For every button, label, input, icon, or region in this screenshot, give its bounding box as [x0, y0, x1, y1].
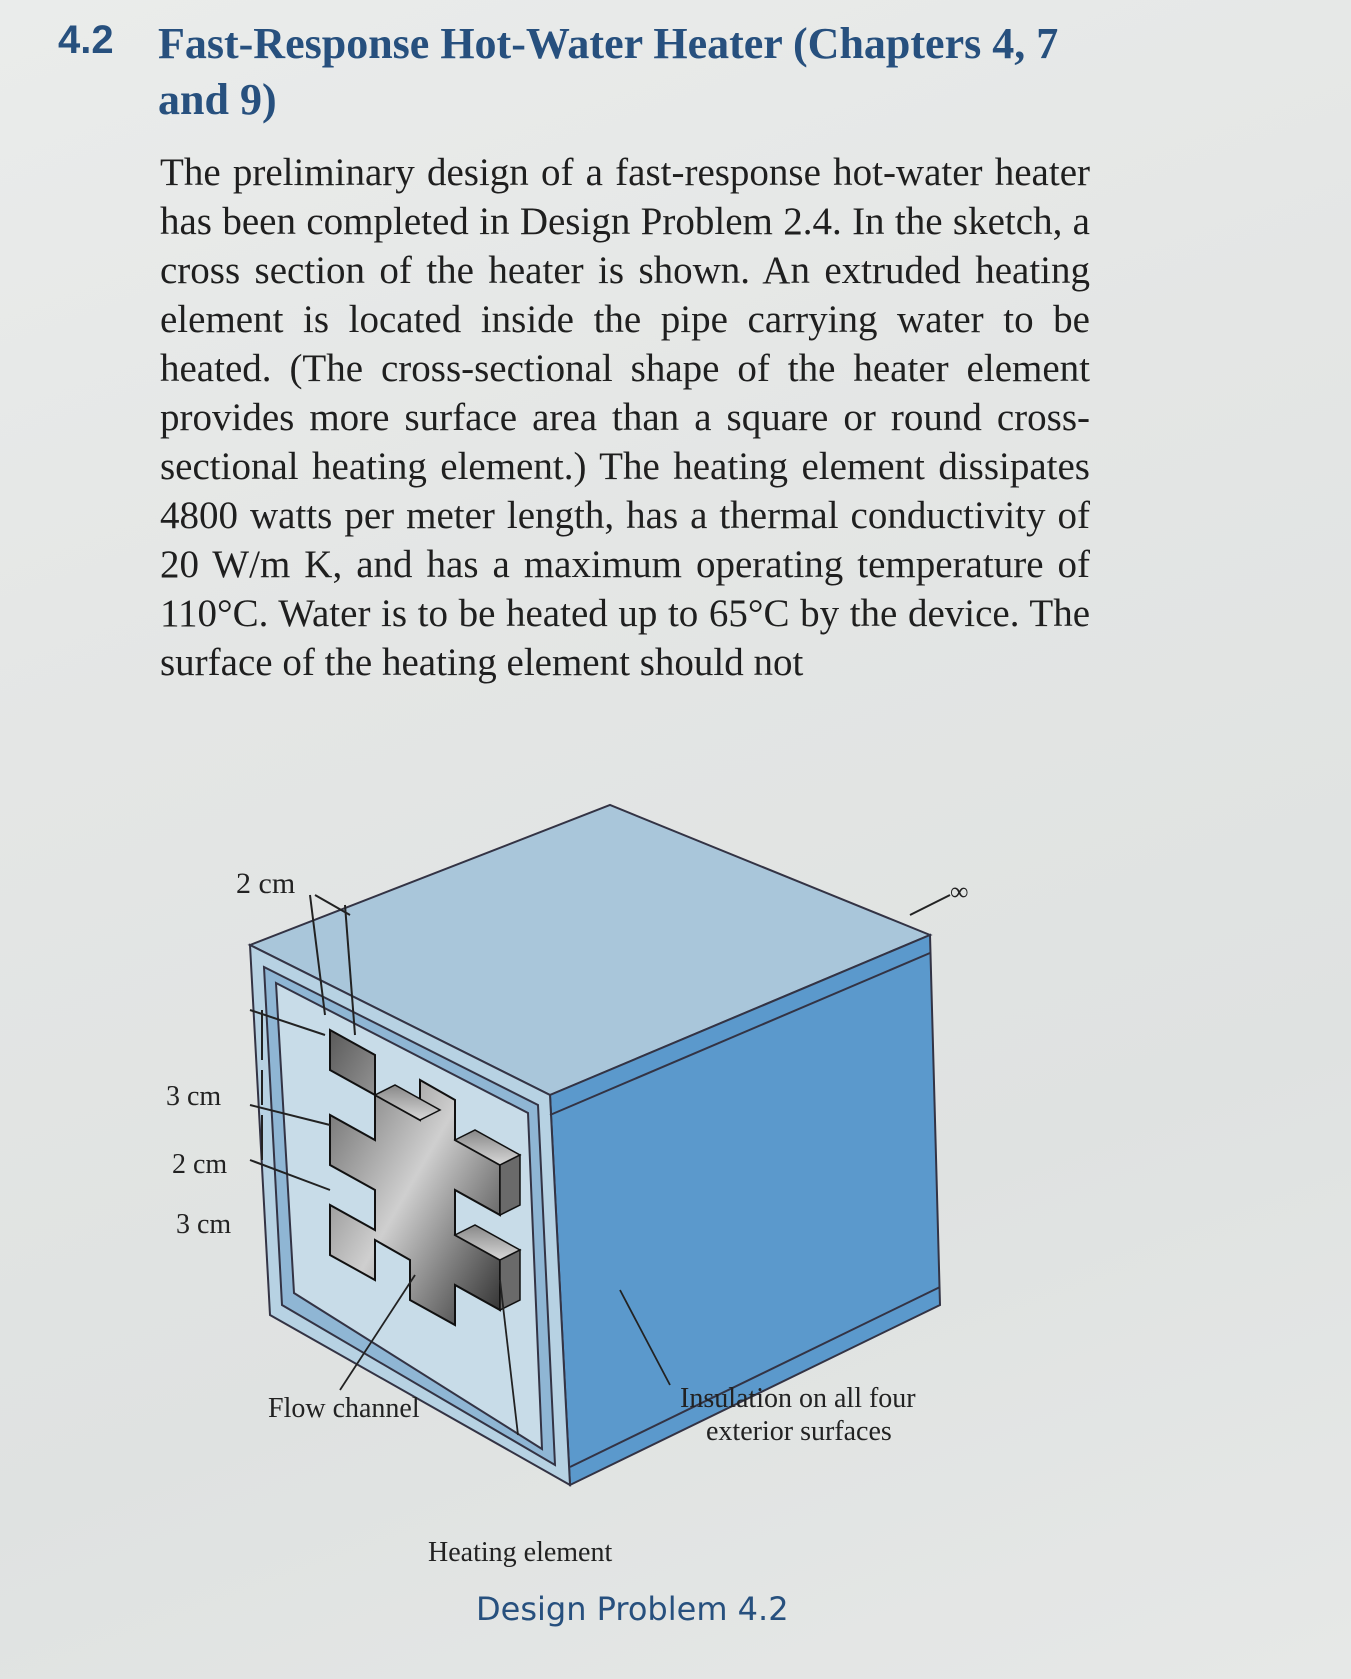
- figure-caption: Design Problem 4.2: [476, 1590, 789, 1628]
- insulation-label-line2: exterior surfaces: [706, 1416, 892, 1447]
- problem-title: Fast-Response Hot-Water Heater (Chapters 4, 7 and 9): [158, 19, 1059, 124]
- heater-diagram: [150, 795, 1050, 1585]
- section-number: 4.2: [58, 18, 114, 62]
- flow-channel-label: Flow channel: [268, 1393, 420, 1424]
- dim-left-label-3: 3 cm: [176, 1209, 232, 1240]
- heating-element-label: Heating element: [428, 1537, 613, 1568]
- dim-left-label-1: 3 cm: [166, 1081, 222, 1112]
- infinity-symbol: ∞: [950, 877, 969, 906]
- problem-body: [160, 148, 1090, 687]
- insulation-label-line1: Insulation on all four: [680, 1383, 916, 1414]
- dim-left-label-2: 2 cm: [172, 1149, 228, 1180]
- dim-top-label: 2 cm: [236, 867, 296, 900]
- problem-paragraph: The preliminary design of a fast-response hot-water heater has been completed in Design Problem 2.4. In the sketch, a cross section of the heater is shown. An extruded heating element is located inside the pipe carrying water to be heated. (The cross-sectional shape of the heater element provides more surface area than a square or round cross-sectional heating element.) The heating element dissipates 4800 watts per meter length, has a thermal conductivity of 20 W/m K, and has a maximum operating temperature of 110°C. Water is to be heated up to 65°C by the device. The surface of the heating element should not: [160, 151, 1090, 684]
